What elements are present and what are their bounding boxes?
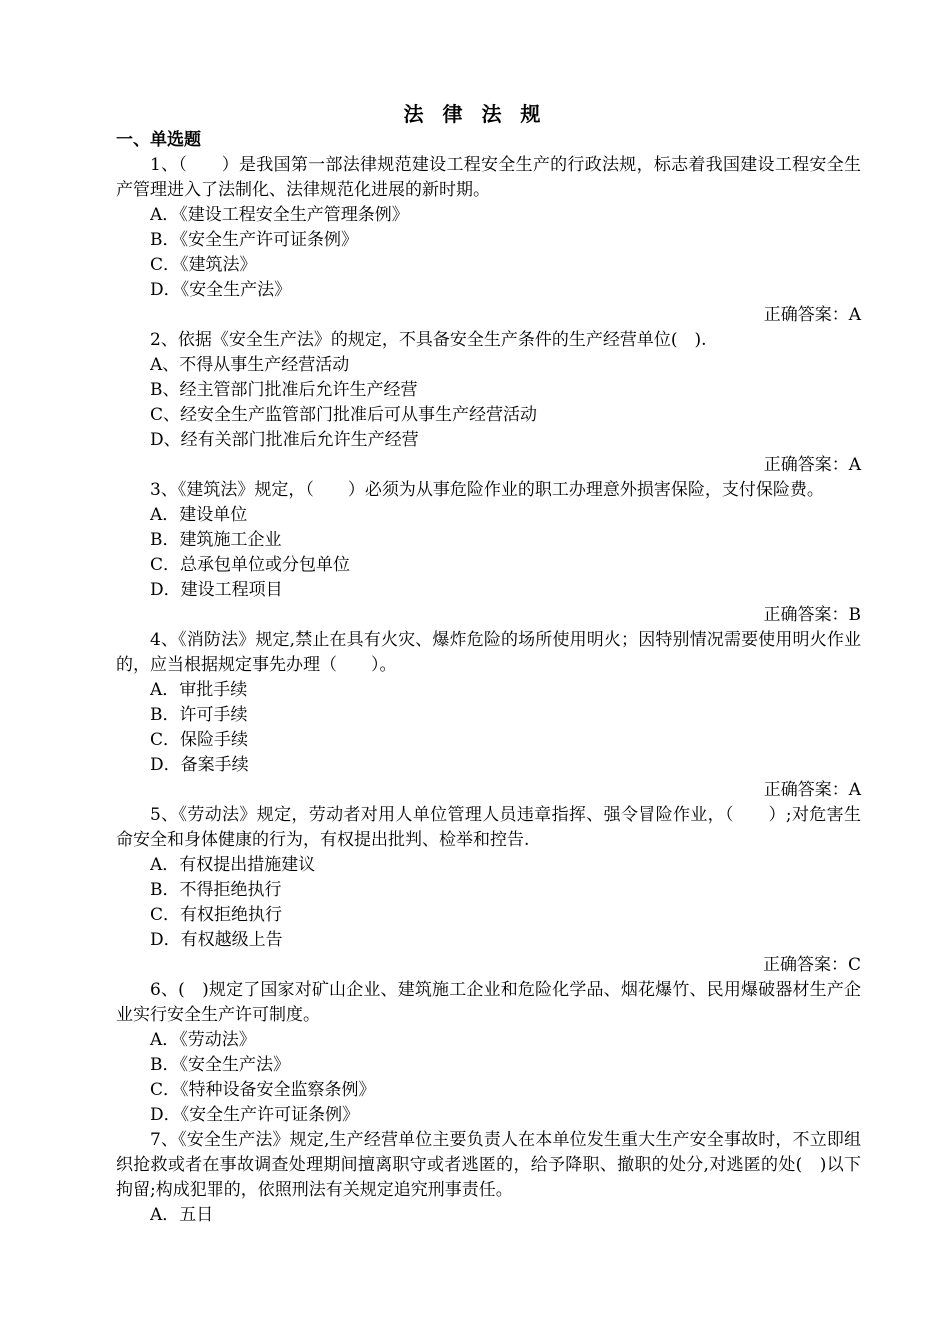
question-text: 3、《建筑法》规定，（ ）必须为从事危险作业的职工办理意外损害保险，支付保险费。 xyxy=(150,480,824,500)
option-c: C．总承包单位或分包单位 xyxy=(150,555,351,575)
correct-answer: 正确答案：A xyxy=(763,455,861,475)
question-text: 6、( )规定了国家对矿山企业、建筑施工企业和危险化学品、烟花爆竹、民用爆破器材生产企业实行安全生产许可制度。 xyxy=(116,980,861,1025)
correct-answer: 正确答案：C xyxy=(762,955,861,975)
option-b: B．《安全生产法》 xyxy=(150,1055,290,1075)
option-b: B．不得拒绝执行 xyxy=(150,880,282,900)
question-block xyxy=(116,978,861,1128)
option-a: A．有权提出措施建议 xyxy=(150,855,316,875)
correct-answer: 正确答案：A xyxy=(763,780,861,800)
option-d: D．备案手续 xyxy=(150,755,249,775)
option-a: A．《劳动法》 xyxy=(150,1030,256,1050)
option-c: C．《建筑法》 xyxy=(150,255,257,275)
option-d: D．建设工程项目 xyxy=(150,580,283,600)
option-a: A、不得从事生产经营活动 xyxy=(150,355,350,375)
option-b: B、经主管部门批准后允许生产经营 xyxy=(150,380,418,400)
question-text: 1、（ ）是我国第一部法律规范建设工程安全生产的行政法规，标志着我国建设工程安全生产管理进入了法制化、法律规范化进展的新时期。 xyxy=(116,155,861,200)
option-b: B．建筑施工企业 xyxy=(150,530,282,550)
question-block xyxy=(116,1128,861,1228)
option-b: B．许可手续 xyxy=(150,705,248,725)
question-block xyxy=(116,328,861,478)
option-a: A．五日 xyxy=(150,1205,214,1225)
option-a: A．《建设工程安全生产管理条例》 xyxy=(150,205,409,225)
question-block xyxy=(116,478,861,628)
option-d: D．有权越级上告 xyxy=(150,930,283,950)
option-c: C、经安全生产监管部门批准后可从事生产经营活动 xyxy=(150,405,538,425)
question-block xyxy=(116,628,861,803)
question-text: 7、《安全生产法》规定,生产经营单位主要负责人在本单位发生重大生产安全事故时，不立即组织抢救或者在事故调查处理期间擅离职守或者逃匿的，给予降职、撤职的处分,对逃匿的处( )以下拘留;构成犯罪的，依照刑法有关规定追究刑事责任。 xyxy=(116,1130,861,1200)
option-d: D．《安全生产法》 xyxy=(150,280,292,300)
option-c: C．有权拒绝执行 xyxy=(150,905,283,925)
option-d: D．《安全生产许可证条例》 xyxy=(150,1105,360,1125)
correct-answer: 正确答案：B xyxy=(763,605,861,625)
option-a: A．建设单位 xyxy=(150,505,248,525)
option-c: C．保险手续 xyxy=(150,730,249,750)
option-c: C．《特种设备安全监察条例》 xyxy=(150,1080,376,1100)
question-text: 5、《劳动法》规定，劳动者对用人单位管理人员违章指挥、强令冒险作业，（ ）;对危害生命安全和身体健康的行为，有权提出批判、检举和控告. xyxy=(116,805,861,850)
section-heading: 一、单选题 xyxy=(116,130,201,150)
option-a: A．审批手续 xyxy=(150,680,248,700)
correct-answer: 正确答案：A xyxy=(763,305,861,325)
question-text: 4、《消防法》规定,禁止在具有火灾、爆炸危险的场所使用明火；因特别情况需要使用明火作业的，应当根据规定事先办理（ ）。 xyxy=(116,630,861,675)
question-block xyxy=(116,153,861,328)
option-b: B．《安全生产许可证条例》 xyxy=(150,230,358,250)
question-text: 2、依据《安全生产法》的规定，不具备安全生产条件的生产经营单位( ). xyxy=(150,330,707,350)
question-list xyxy=(116,153,861,1228)
document-title: 法 律 法 规 xyxy=(403,102,547,126)
question-block xyxy=(116,803,861,978)
option-d: D、经有关部门批准后允许生产经营 xyxy=(150,430,419,450)
